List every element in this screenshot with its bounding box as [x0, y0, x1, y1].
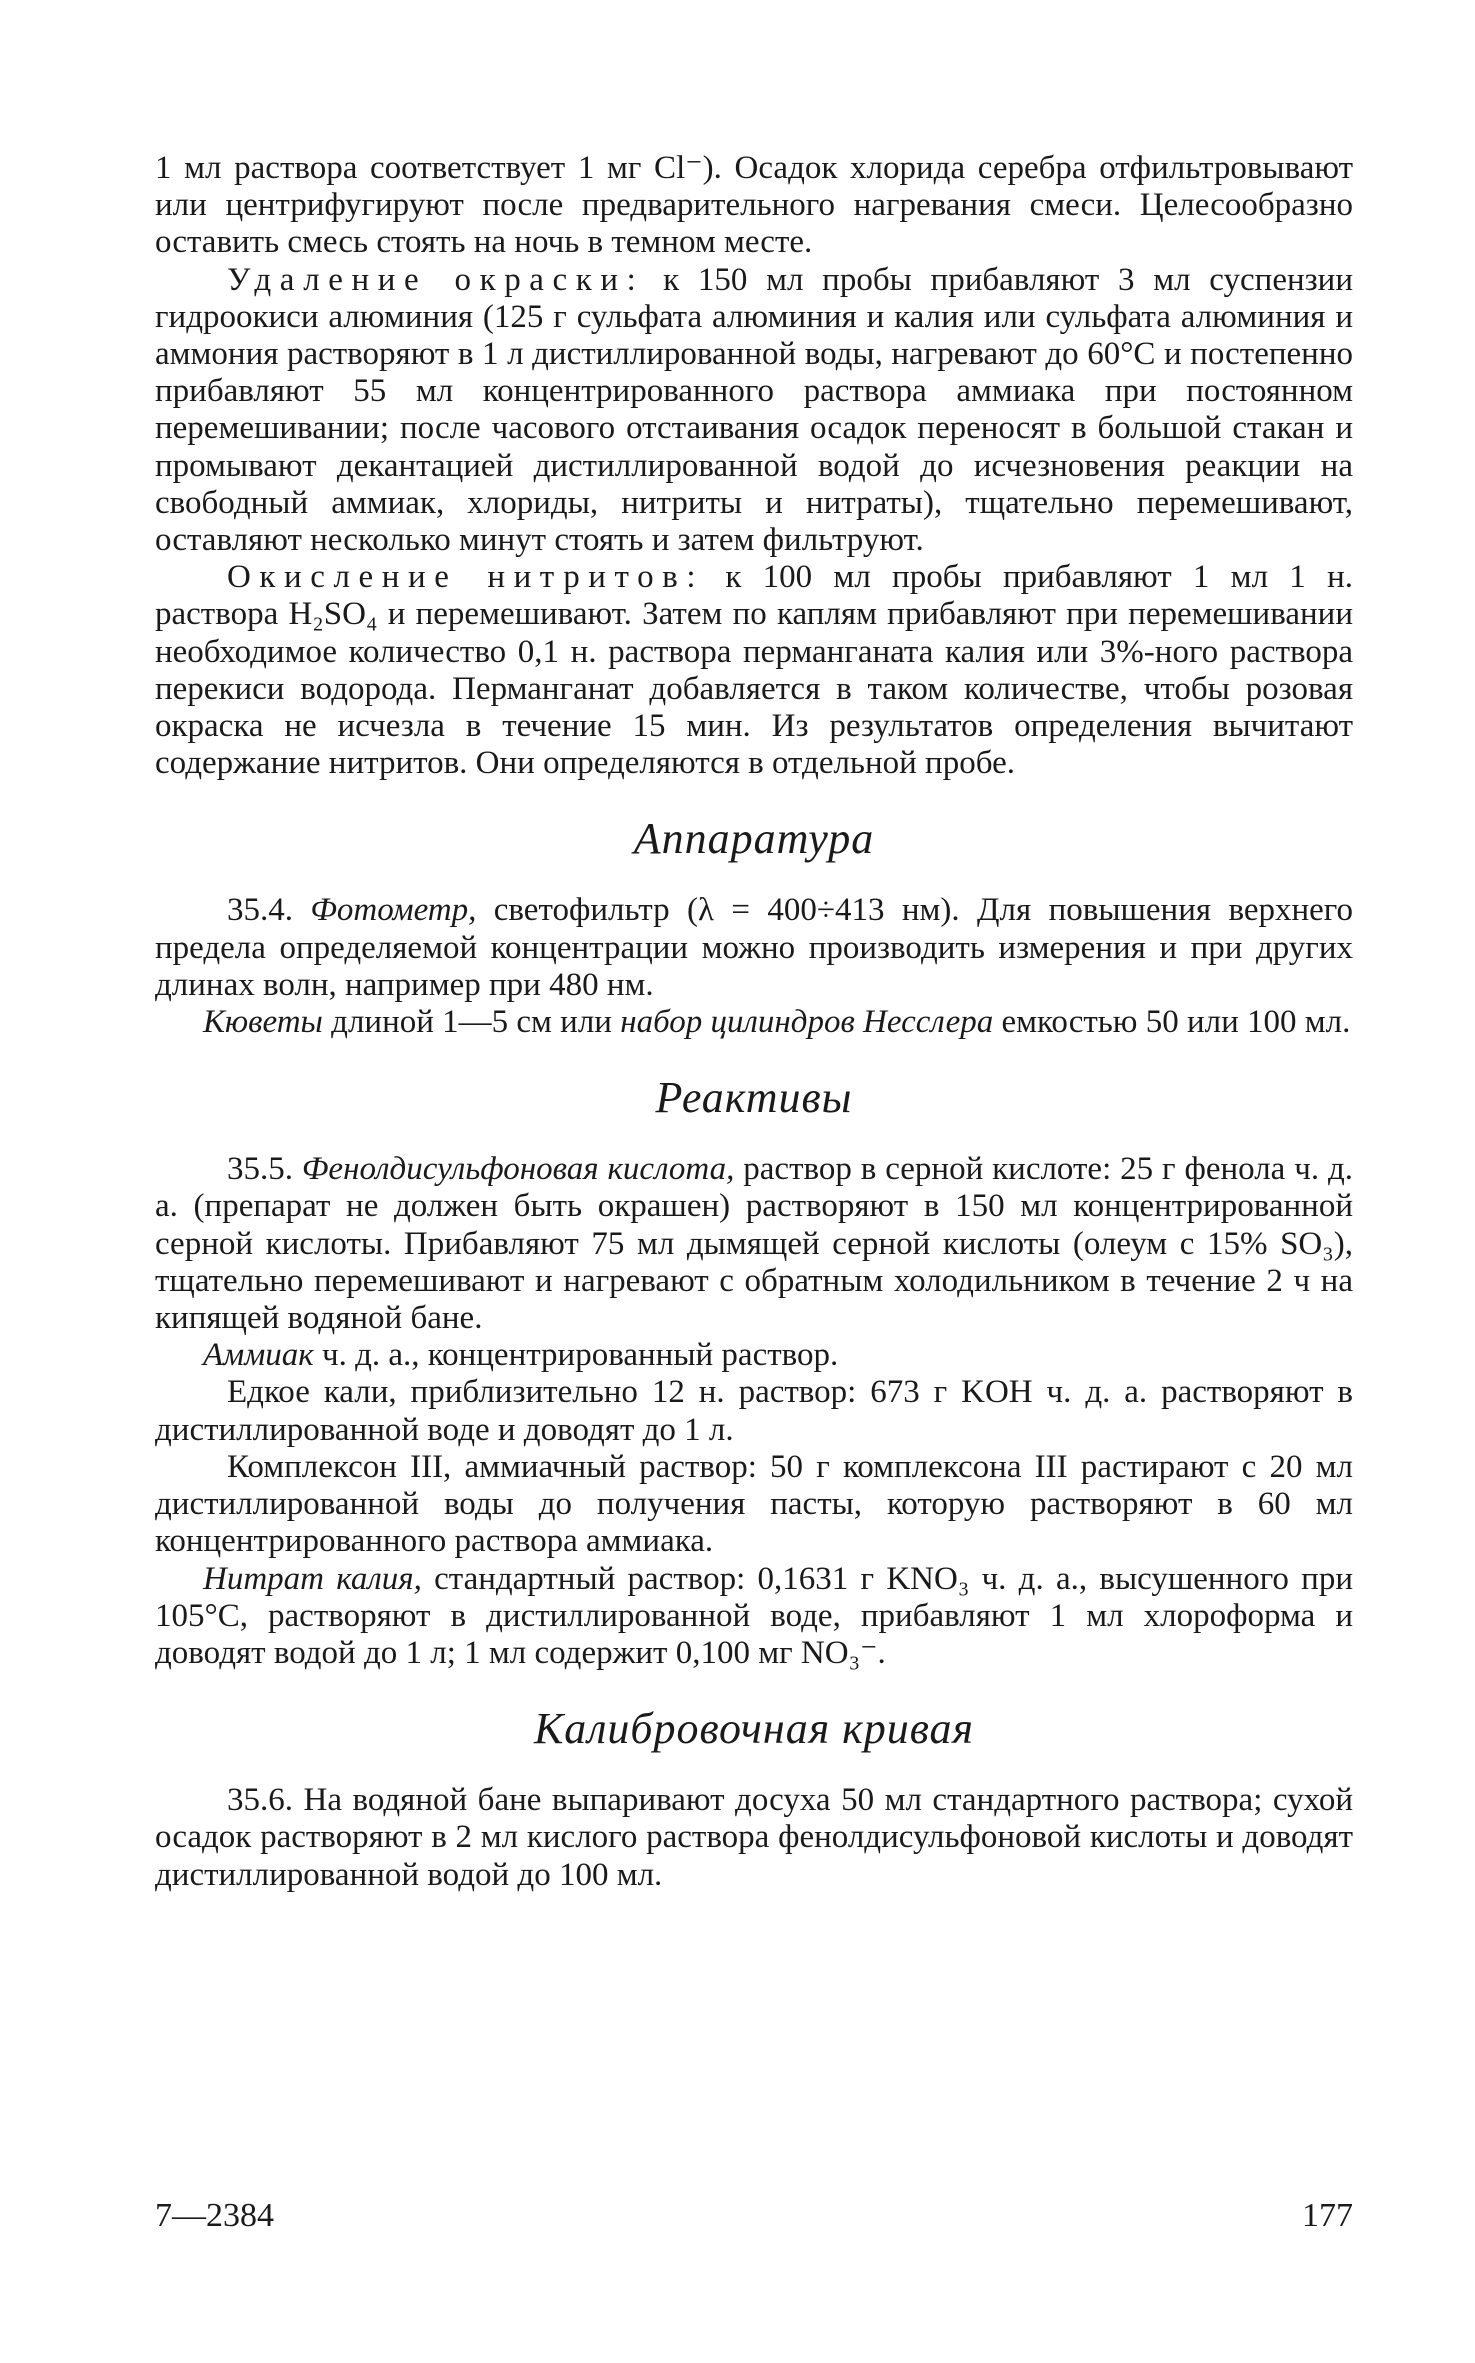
- paragraph-text: к 100 мл пробы прибавляют 1 мл 1 н. раствора H₂SO₄ и перемешивают. Затем по каплям прибавляют при перемешивании необходимое количество 0,1 н. раствора перманганата калия или 3%-ного раствора перекиси водорода. Перманганат добавляется в таком количестве, чтобы розовая окраска не исчезла в течение 15 мин. Из результатов определения вычитают содержание нитритов. Они определяются в отдельной пробе.: [155, 559, 1353, 782]
- paragraph-color-removal: [155, 262, 1353, 560]
- paragraph-chloride-precipitate: [155, 150, 1353, 262]
- italic-term: Нитрат калия,: [203, 1560, 422, 1597]
- paragraph-ammonia: [155, 1337, 1353, 1374]
- paragraph-nitrite-oxidation: [155, 559, 1353, 782]
- printer-signature: 7—2384: [155, 2197, 274, 2234]
- paragraph-phenoldisulfonic-acid: [155, 1151, 1353, 1337]
- italic-term: Фотометр,: [293, 892, 477, 929]
- spaced-lead: Окисление нитритов:: [227, 559, 705, 596]
- page-body: [155, 150, 1353, 1894]
- paragraph-cuvettes: [155, 1004, 1353, 1041]
- italic-term: Аммиак: [203, 1337, 314, 1374]
- paragraph-calibration: [155, 1782, 1353, 1894]
- paragraph-text: стандартный раствор: 0,1631 г KNO₃ ч. д. а., высушенного при 105°C, растворяют в дистиллированной воде, прибавляют 1 мл хлороформа и доводят водой до 1 л; 1 мл содержит 0,100 мг NO₃⁻.: [155, 1560, 1353, 1671]
- paragraph-text: светофильтр (λ = 400÷413 нм). Для повышения верхнего предела определяемой концентрации можно производить измерения и при других длинах волн, например при 480 нм.: [155, 892, 1354, 1003]
- item-number: 35.5.: [227, 1151, 293, 1188]
- paragraph-text: ч. д. а., концентрированный раствор.: [313, 1337, 839, 1374]
- heading-calibration-curve: Калибровочная кривая: [533, 1704, 975, 1754]
- paragraph-text: раствор в серной кислоте: 25 г фенола ч. д. а. (препарат не должен быть окрашен) растворяют в 150 мл концентрированной серной кислоты. Прибавляют 75 мл дымящей серной кислоты (олеум с 15% SO₃), тщательно перемешивают и нагревают с обратным холодильником в течение 2 ч на кипящей водяной бане.: [155, 1151, 1353, 1337]
- paragraph-text: емкостью 50 или 100 мл.: [993, 1004, 1351, 1041]
- heading-apparatus: Аппаратура: [633, 814, 875, 864]
- item-number: 35.6.: [227, 1782, 293, 1819]
- spaced-lead: Удаление окраски:: [227, 261, 645, 298]
- paragraph-text: к 150 мл пробы прибавляют 3 мл суспензии гидроокиси алюминия (125 г сульфата алюминия и калия или сульфата алюминия и аммония растворяют в 1 л дистиллированной воды, нагревают до 60°C и постепенно прибавляют 55 мл концентрированного раствора аммиака при постоянном перемешивании; после часового отстаивания осадок переносят в большой стакан и промывают декантацией дистиллированной водой до исчезновения реакции на свободный аммиак, хлориды, нитриты и нитраты), тщательно перемешивают, оставляют несколько минут стоять и затем фильтруют.: [155, 261, 1353, 559]
- paragraph-potassium-hydroxide: [155, 1374, 1353, 1448]
- paragraph-text: длиной 1—5 см или: [322, 1004, 621, 1041]
- paragraph-complexone: [155, 1449, 1353, 1561]
- paragraph-potassium-nitrate: [155, 1561, 1353, 1673]
- paragraph-photometer: [155, 892, 1353, 1004]
- page-number: 177: [1302, 2197, 1353, 2234]
- paragraph-text: 1 мл раствора соответствует 1 мг Cl⁻). Осадок хлорида серебра отфильтровывают или центрифугируют после предварительного нагревания смеси. Целесообразно оставить смесь стоять на ночь в темном месте.: [155, 150, 1353, 261]
- paragraph-text: На водяной бане выпаривают досуха 50 мл стандартного раствора; сухой осадок растворяют в 2 мл кислого раствора фенолдисульфоновой кислоты и доводят дистиллированной водой до 100 мл.: [155, 1782, 1353, 1893]
- heading-reagents: Реактивы: [655, 1073, 853, 1123]
- italic-term: Кюветы: [203, 1004, 323, 1041]
- italic-term: Фенолдисульфоновая кислота,: [293, 1151, 735, 1188]
- paragraph-text: Едкое кали, приблизительно 12 н. раствор: 673 г KOH ч. д. а. растворяют в дистиллированной воде и доводят до 1 л.: [155, 1374, 1353, 1448]
- item-number: 35.4.: [227, 892, 293, 929]
- paragraph-text: Комплексон III, аммиачный раствор: 50 г комплексона III растирают с 20 мл дистиллированной воды до получения пасты, которую растворяют в 60 мл концентрированного раствора аммиака.: [155, 1448, 1353, 1560]
- italic-term: набор цилиндров Несслера: [620, 1004, 994, 1041]
